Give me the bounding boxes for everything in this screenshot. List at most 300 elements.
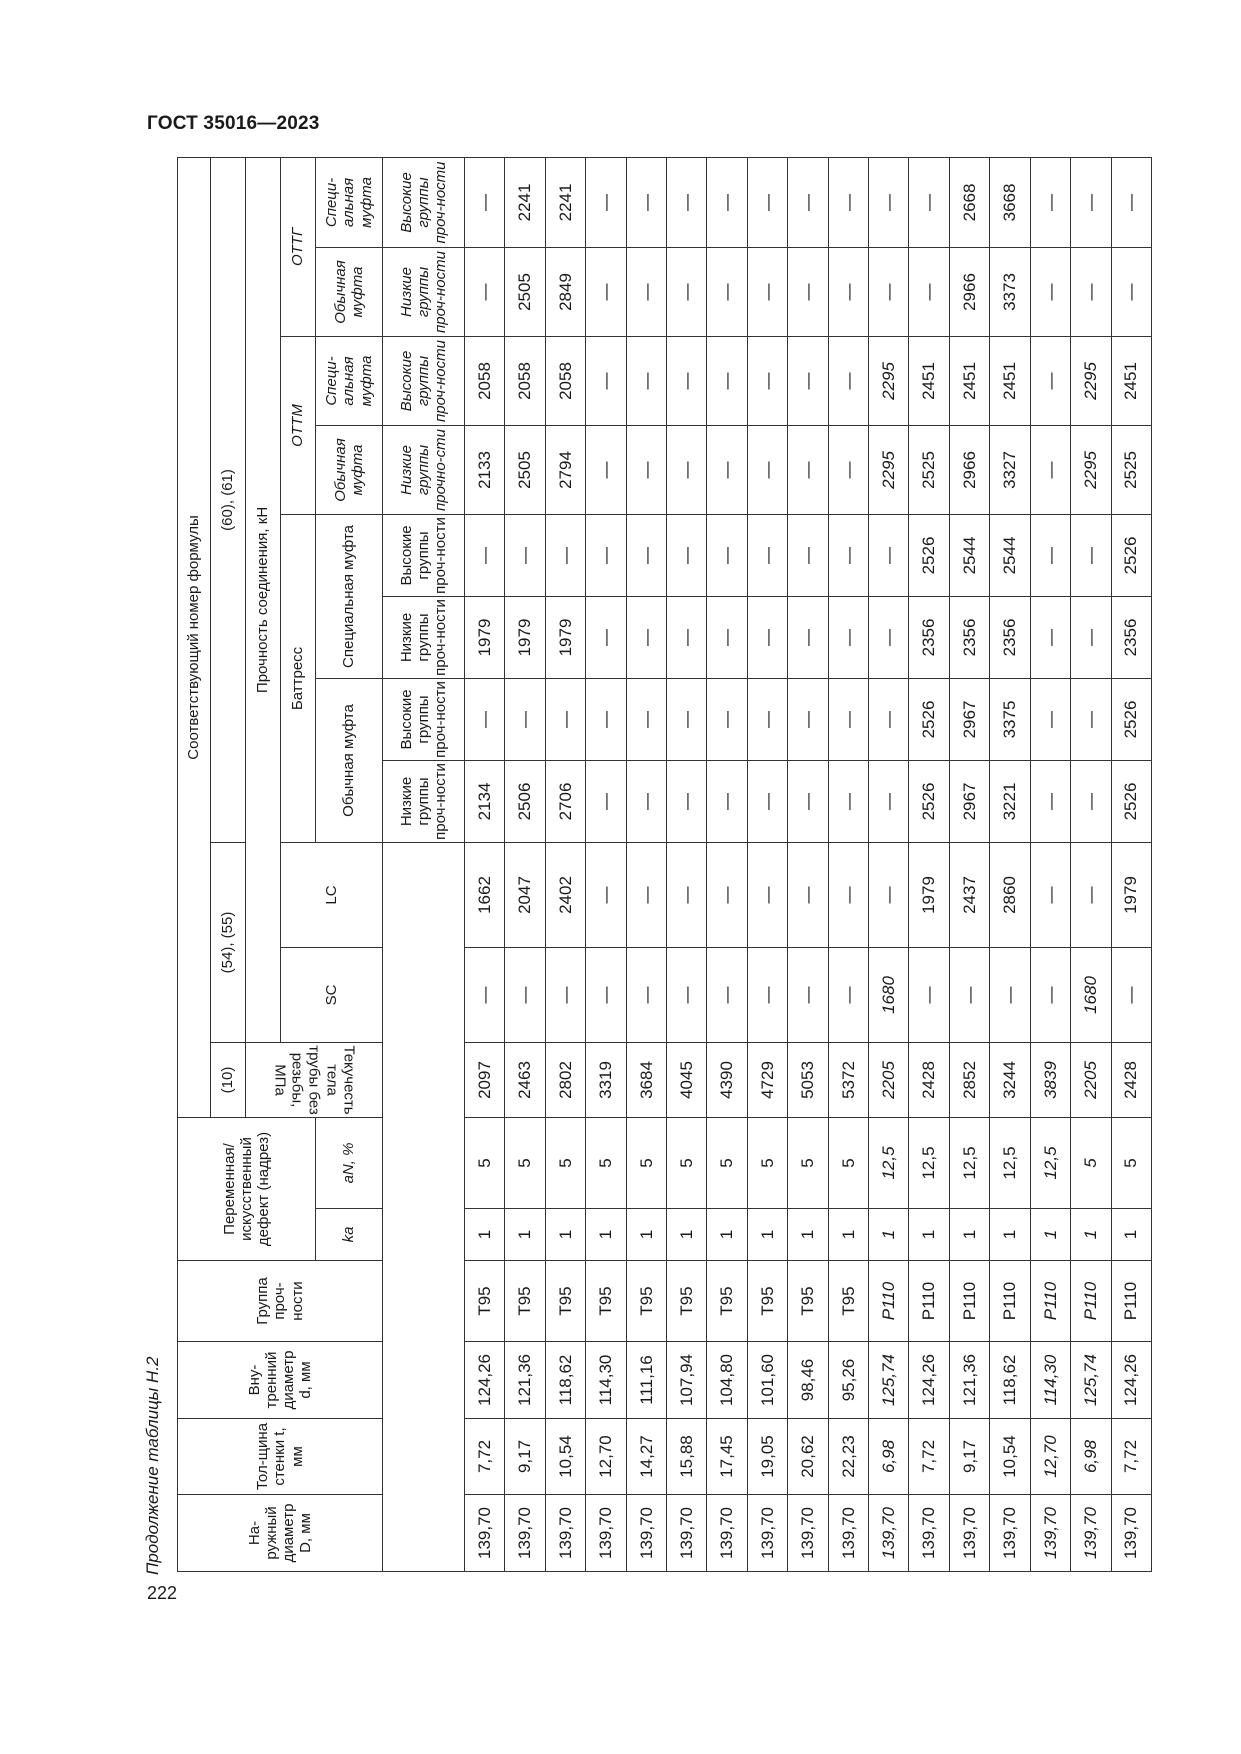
table-cell: 2241 (505, 157, 545, 247)
table-cell: T95 (545, 1261, 585, 1342)
table-cell: — (667, 760, 707, 842)
table-cell: P110 (909, 1261, 949, 1342)
table-cell: T95 (667, 1261, 707, 1342)
table-cell: 2295 (1071, 425, 1111, 514)
table-cell: 3375 (990, 678, 1030, 760)
table-cell: 2852 (949, 1042, 989, 1117)
table-cell: — (626, 760, 666, 842)
table-cell: — (626, 336, 666, 425)
table-cell: 2451 (1111, 336, 1152, 425)
table-cell: 5053 (788, 1042, 828, 1117)
table-cell: 139,70 (667, 1495, 707, 1572)
table-cell: — (828, 157, 868, 247)
table-cell: — (626, 514, 666, 596)
table-cell: — (788, 760, 828, 842)
table-cell: — (667, 247, 707, 336)
table-cell: — (1030, 596, 1070, 678)
table-cell: 2526 (1111, 678, 1152, 760)
table-cell: 6,98 (1071, 1419, 1111, 1495)
table-cell: 2097 (465, 1042, 505, 1117)
table-cell: 5 (586, 1117, 626, 1208)
table-cell: 6,98 (869, 1419, 909, 1495)
table-cell: — (828, 947, 868, 1042)
table-cell: 5 (828, 1117, 868, 1208)
table-cell: 2505 (505, 247, 545, 336)
table-cell: — (828, 842, 868, 947)
table-cell: — (1030, 425, 1070, 514)
table-cell: 5 (788, 1117, 828, 1208)
table-cell: — (707, 157, 747, 247)
table-cell: P110 (1071, 1261, 1111, 1342)
table-row (626, 157, 666, 1571)
table-cell: 139,70 (909, 1495, 949, 1572)
table-cell: 139,70 (707, 1495, 747, 1572)
table-cell: 139,70 (465, 1495, 505, 1572)
header-buttress: Баттресс (281, 514, 316, 842)
table-cell: 1 (1030, 1209, 1070, 1261)
table-cell: 5 (465, 1117, 505, 1208)
table-cell: 5 (667, 1117, 707, 1208)
table-cell: — (707, 947, 747, 1042)
table-cell: 14,27 (626, 1419, 666, 1495)
table-cell: — (667, 947, 707, 1042)
table-row (828, 157, 868, 1571)
table-cell: — (788, 947, 828, 1042)
table-cell: 5 (1071, 1117, 1111, 1208)
table-cell: 5372 (828, 1042, 868, 1117)
table-cell: 2295 (869, 336, 909, 425)
table-cell: — (788, 425, 828, 514)
header-ottg: ОТТГ (281, 157, 316, 336)
table-cell: 2849 (545, 247, 585, 336)
table-cell: — (747, 514, 787, 596)
header-ka (316, 1209, 383, 1261)
table-cell: 118,62 (990, 1342, 1030, 1419)
table-header (178, 157, 465, 1571)
header-ottg-regular: Обычная муфта (316, 247, 383, 336)
table-cell: — (707, 596, 747, 678)
table-cell: — (747, 425, 787, 514)
table-cell: — (949, 947, 989, 1042)
table-cell: 124,26 (909, 1342, 949, 1419)
table-cell: 2802 (545, 1042, 585, 1117)
table-cell: 2526 (1111, 514, 1152, 596)
table-cell: — (465, 947, 505, 1042)
table-cell: — (707, 760, 747, 842)
table-cell: — (1030, 760, 1070, 842)
table-cell: — (869, 247, 909, 336)
table-cell: 7,72 (465, 1419, 505, 1495)
table-cell: 12,5 (909, 1117, 949, 1208)
table-cell: 1 (949, 1209, 989, 1261)
table-cell: — (1030, 336, 1070, 425)
table-cell: 2451 (990, 336, 1030, 425)
table-cell: 2505 (505, 425, 545, 514)
table-cell: — (707, 247, 747, 336)
table-cell: 139,70 (545, 1495, 585, 1572)
table-caption: Продолжение таблицы Н.2 (143, 1356, 162, 1575)
page-number: 222 (147, 1583, 178, 1603)
table-cell: — (667, 596, 707, 678)
table-cell: — (1071, 678, 1111, 760)
table-cell: P110 (1030, 1261, 1070, 1342)
header-high-special: Высокие группы проч-ности (383, 514, 465, 596)
table-cell: 19,05 (747, 1419, 787, 1495)
table-cell: — (1071, 514, 1111, 596)
table-cell: — (707, 678, 747, 760)
table-cell: — (990, 947, 1030, 1042)
table-cell: — (788, 678, 828, 760)
table-cell: 9,17 (505, 1419, 545, 1495)
table-cell: 2356 (1111, 596, 1152, 678)
table-cell: 3319 (586, 1042, 626, 1117)
table-cell: 1680 (869, 947, 909, 1042)
table-cell: 7,72 (1111, 1419, 1152, 1495)
table-cell: 124,26 (465, 1342, 505, 1419)
table-cell: — (626, 947, 666, 1042)
table-cell: 1680 (1071, 947, 1111, 1042)
table-cell: — (1030, 514, 1070, 596)
table-cell: — (1030, 247, 1070, 336)
table-cell: — (465, 514, 505, 596)
table-cell: — (1030, 678, 1070, 760)
table-cell: 2967 (949, 678, 989, 760)
table-cell: — (586, 336, 626, 425)
table-cell: 3244 (990, 1042, 1030, 1117)
header-regular-coupling: Обычная муфта (316, 678, 383, 842)
table-cell: 2706 (545, 760, 585, 842)
table-cell: 107,94 (667, 1342, 707, 1419)
table-cell: 5 (707, 1117, 747, 1208)
table-cell: 3668 (990, 157, 1030, 247)
table-cell: — (586, 947, 626, 1042)
table-cell: 12,5 (869, 1117, 909, 1208)
table-cell: 2134 (465, 760, 505, 842)
table-cell: 1 (586, 1209, 626, 1261)
table-cell: 2047 (505, 842, 545, 947)
table-cell: 2356 (990, 596, 1030, 678)
table-cell: — (465, 157, 505, 247)
table-cell: — (747, 760, 787, 842)
table-cell: 114,30 (1030, 1342, 1070, 1419)
header-an (316, 1117, 383, 1208)
table-cell: 9,17 (949, 1419, 989, 1495)
table-cell: 5 (747, 1117, 787, 1208)
table-cell: — (586, 678, 626, 760)
table-cell: 1 (626, 1209, 666, 1261)
table-cell: — (667, 157, 707, 247)
table-cell: 12,70 (586, 1419, 626, 1495)
table-cell: — (869, 842, 909, 947)
table-cell: — (747, 247, 787, 336)
table-cell: 139,70 (505, 1495, 545, 1572)
table-cell: 2205 (1071, 1042, 1111, 1117)
table-cell: — (828, 678, 868, 760)
table-cell: 139,70 (1071, 1495, 1111, 1572)
table-cell: 139,70 (788, 1495, 828, 1572)
table-cell: 2428 (909, 1042, 949, 1117)
table-cell: — (828, 514, 868, 596)
table-cell: 2525 (1111, 425, 1152, 514)
table-cell: 139,70 (626, 1495, 666, 1572)
table-body (465, 157, 1152, 1571)
table-cell: 1979 (505, 596, 545, 678)
table-cell: 3221 (990, 760, 1030, 842)
table-cell: 2451 (909, 336, 949, 425)
table-cell: 1 (869, 1209, 909, 1261)
table-cell: 1979 (1111, 842, 1152, 947)
table-cell: 22,23 (828, 1419, 868, 1495)
table-cell: — (869, 514, 909, 596)
table-row (788, 157, 828, 1571)
table-row (909, 157, 949, 1571)
table-cell: 1 (1111, 1209, 1152, 1261)
table-cell: — (909, 947, 949, 1042)
table-cell: 1 (707, 1209, 747, 1261)
header-body-yield (246, 1042, 383, 1117)
table-cell: 2133 (465, 425, 505, 514)
table-cell: 2241 (545, 157, 585, 247)
table-cell: 3684 (626, 1042, 666, 1117)
header-ottm: ОТТМ (281, 336, 316, 514)
table-cell: — (869, 678, 909, 760)
table-cell: 3373 (990, 247, 1030, 336)
table-cell: 2295 (1071, 336, 1111, 425)
table-cell: — (747, 842, 787, 947)
table-cell: 139,70 (990, 1495, 1030, 1572)
header-high-ottm: Высокие группы проч-ности (383, 336, 465, 425)
header-formula-number: Соответствующий номер формулы (178, 157, 211, 1117)
table-cell: 139,70 (828, 1495, 868, 1572)
table-cell: — (626, 425, 666, 514)
table-cell: 1662 (465, 842, 505, 947)
table-cell: 1979 (545, 596, 585, 678)
table-cell: 95,26 (828, 1342, 868, 1419)
header-sc: SC (281, 947, 383, 1042)
table-cell: 1 (1071, 1209, 1111, 1261)
table-cell: 2544 (949, 514, 989, 596)
table-cell: — (869, 157, 909, 247)
table-cell: 2506 (505, 760, 545, 842)
table-cell: T95 (828, 1261, 868, 1342)
table-cell: 104,80 (707, 1342, 747, 1419)
table-cell: 98,46 (788, 1342, 828, 1419)
table-cell: 2966 (949, 425, 989, 514)
table-cell: 4729 (747, 1042, 787, 1117)
table-cell: 1 (788, 1209, 828, 1261)
table-cell: — (788, 247, 828, 336)
table-cell: T95 (747, 1261, 787, 1342)
table-cell: — (667, 842, 707, 947)
table-cell: — (667, 678, 707, 760)
table-cell: 124,26 (1111, 1342, 1152, 1419)
table-cell: — (1030, 157, 1070, 247)
table-cell: — (1111, 157, 1152, 247)
table-cell: T95 (626, 1261, 666, 1342)
table-cell: 7,72 (909, 1419, 949, 1495)
table-cell: — (505, 514, 545, 596)
table-cell: 2451 (949, 336, 989, 425)
table-cell: 2437 (949, 842, 989, 947)
table-cell: — (909, 247, 949, 336)
table-row (667, 157, 707, 1571)
table-cell: — (1071, 157, 1111, 247)
table-cell: — (707, 514, 747, 596)
table-cell: 114,30 (586, 1342, 626, 1419)
header-formula-10: (10) (211, 1042, 246, 1117)
table-cell: 1 (505, 1209, 545, 1261)
table-cell: 1979 (909, 842, 949, 947)
table-cell: 139,70 (1111, 1495, 1152, 1572)
table-cell: 2428 (1111, 1042, 1152, 1117)
table-cell: 2058 (465, 336, 505, 425)
header-inner-diameter: Вну-тренний диаметр d, мм (178, 1342, 383, 1419)
table-cell: — (667, 425, 707, 514)
table-cell: 125,74 (869, 1342, 909, 1419)
header-special-coupling: Специальная муфта (316, 514, 383, 678)
table-cell: 2668 (949, 157, 989, 247)
table-cell: 12,70 (1030, 1419, 1070, 1495)
table-cell: 111,16 (626, 1342, 666, 1419)
table-cell: 2058 (545, 336, 585, 425)
table-cell: — (707, 842, 747, 947)
header-high-ottg: Высокие группы проч-ности (383, 157, 465, 247)
table-cell: 1 (747, 1209, 787, 1261)
strength-table (177, 157, 1152, 1572)
table-row (465, 157, 505, 1571)
header-low-ottg: Низкие группы проч-ности (383, 247, 465, 336)
table-cell: T95 (586, 1261, 626, 1342)
table-cell: 121,36 (949, 1342, 989, 1419)
table-cell: 2463 (505, 1042, 545, 1117)
table-cell: 2967 (949, 760, 989, 842)
document-header: ГОСТ 35016—2023 (147, 113, 320, 134)
table-cell: — (626, 842, 666, 947)
table-cell: — (828, 760, 868, 842)
header-ottm-special: Специ-альная муфта (316, 336, 383, 425)
table-cell: 101,60 (747, 1342, 787, 1419)
table-cell: — (1071, 247, 1111, 336)
table-cell: 2402 (545, 842, 585, 947)
table-cell: 1 (990, 1209, 1030, 1261)
table-cell: — (788, 157, 828, 247)
table-cell: — (788, 842, 828, 947)
table-cell: — (747, 336, 787, 425)
table-row (505, 157, 545, 1571)
table-row (1071, 157, 1111, 1571)
table-cell: 1 (667, 1209, 707, 1261)
header-ottg-special: Специ-альная муфта (316, 157, 383, 247)
table-cell: 139,70 (1030, 1495, 1070, 1572)
table-cell: — (788, 514, 828, 596)
table-cell: 12,5 (949, 1117, 989, 1208)
table-cell: 2526 (1111, 760, 1152, 842)
table-cell: P110 (949, 1261, 989, 1342)
table-cell: — (626, 247, 666, 336)
table-cell: 2356 (949, 596, 989, 678)
header-low-special: Низкие группы проч-ности (383, 596, 465, 678)
table-row (949, 157, 989, 1571)
header-an-text: aN, % (340, 1142, 358, 1184)
table-row (1030, 157, 1070, 1571)
table-cell: 10,54 (545, 1419, 585, 1495)
table-cell: 5 (505, 1117, 545, 1208)
table-cell: 2295 (869, 425, 909, 514)
table-cell: — (586, 425, 626, 514)
table-cell: — (707, 336, 747, 425)
table-cell: 118,62 (545, 1342, 585, 1419)
table-cell: — (828, 247, 868, 336)
header-formula-54-55: (54), (55) (211, 842, 246, 1042)
table-cell: — (1030, 842, 1070, 947)
table-cell: — (586, 760, 626, 842)
table-cell: — (1071, 760, 1111, 842)
table-cell: 2525 (909, 425, 949, 514)
table-cell: — (465, 678, 505, 760)
table-cell: — (465, 247, 505, 336)
table-cell: — (586, 514, 626, 596)
table-cell: — (586, 247, 626, 336)
table-cell: 1 (909, 1209, 949, 1261)
table-cell: — (626, 157, 666, 247)
table-cell: — (586, 157, 626, 247)
table-cell: 2526 (909, 760, 949, 842)
table-cell: 2526 (909, 678, 949, 760)
table-cell: 139,70 (586, 1495, 626, 1572)
header-low-ottm: Низкие группы прочно-сти (383, 425, 465, 514)
table-cell: 139,70 (949, 1495, 989, 1572)
header-high-regular: Высокие группы проч-ности (383, 678, 465, 760)
table-row (990, 157, 1030, 1571)
header-ka-text: kа (340, 1226, 358, 1243)
table-cell: — (545, 678, 585, 760)
table-cell: T95 (465, 1261, 505, 1342)
table-cell: 139,70 (869, 1495, 909, 1572)
table-cell: — (869, 596, 909, 678)
table-cell: — (545, 514, 585, 596)
table-cell: 2544 (990, 514, 1030, 596)
table-cell: — (1030, 947, 1070, 1042)
table-cell: 2966 (949, 247, 989, 336)
header-formula-60-61: (60), (61) (211, 157, 246, 842)
header-defect: Переменная/ искусственный дефект (надрез) (178, 1117, 316, 1260)
table-cell: 20,62 (788, 1419, 828, 1495)
table-cell: 3327 (990, 425, 1030, 514)
header-outer-diameter: На-ружный диаметр D, мм (178, 1495, 383, 1572)
table-cell: 1 (545, 1209, 585, 1261)
table-cell: — (909, 157, 949, 247)
header-ottm-regular: Обычная муфта (316, 425, 383, 514)
table-row (545, 157, 585, 1571)
table-cell: 2860 (990, 842, 1030, 947)
table-cell: 5 (545, 1117, 585, 1208)
table-cell: P110 (1111, 1261, 1152, 1342)
header-joint-strength: Прочность соединения, кН (246, 157, 281, 1042)
table-cell: — (667, 514, 707, 596)
table-cell: 2058 (505, 336, 545, 425)
table-cell: 1 (465, 1209, 505, 1261)
table-cell: 2526 (909, 514, 949, 596)
table-cell: — (788, 336, 828, 425)
header-strength-group: Группа проч-ности (178, 1261, 383, 1342)
table-row (586, 157, 626, 1571)
table-cell: 139,70 (747, 1495, 787, 1572)
table-cell: — (747, 596, 787, 678)
table-cell: T95 (505, 1261, 545, 1342)
table-cell: 1979 (465, 596, 505, 678)
table-cell: 4390 (707, 1042, 747, 1117)
table-cell: — (586, 842, 626, 947)
